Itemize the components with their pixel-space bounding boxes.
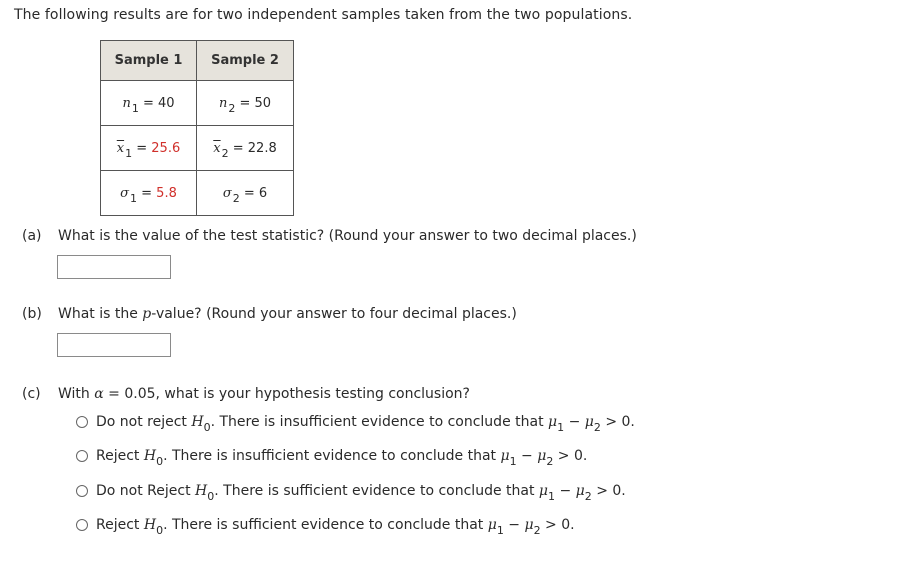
question-b: (b) What is the p-value? (Round your answer to four decimal places.)	[22, 306, 517, 322]
option-3[interactable]: Do not Reject H 0 . There is sufficient evidence to conclude that μ 1 − μ 2 > 0.	[76, 483, 626, 499]
header-sample-1: Sample 1	[101, 41, 197, 81]
cell-sigma2: $\sigma_2 = 6$	[197, 171, 294, 216]
question-a-label: (a)	[22, 228, 42, 244]
table-row	[101, 81, 294, 126]
radio-button[interactable]	[76, 519, 88, 531]
question-c-label: (c)	[22, 386, 41, 402]
header-sample-2: Sample 2	[197, 41, 294, 81]
radio-button[interactable]	[76, 450, 88, 462]
cell-xbar1: $\overline{x}_1 = 25.6$	[101, 126, 197, 171]
question-b-label: (b)	[22, 306, 42, 322]
table-row	[101, 126, 294, 171]
cell-n2: $n_2 = 50$	[197, 81, 294, 126]
samples-table	[100, 40, 294, 216]
option-2[interactable]: Reject H 0 . There is insufficient evidence to conclude that μ 1 − μ 2 > 0.	[76, 448, 587, 464]
question-a	[22, 228, 637, 244]
cell-xbar2: $\overline{x}_2 = 22.8$	[197, 126, 294, 171]
option-1[interactable]: Do not reject H 0 . There is insufficient evidence to conclude that μ 1 − μ 2 > 0.	[76, 414, 635, 430]
cell-sigma1: $\sigma_1 = 5.8$	[101, 171, 197, 216]
table-row	[101, 171, 294, 216]
cell-n1: $n_1 = 40$	[101, 81, 197, 126]
p-value-input[interactable]	[57, 333, 171, 357]
intro-text: The following results are for two independent samples taken from the two populations.	[14, 7, 633, 23]
radio-button[interactable]	[76, 485, 88, 497]
question-a-text: What is the value of the test statistic? (Round your answer to two decimal places.)	[58, 228, 637, 244]
question-c: (c) With α = 0.05, what is your hypothesis testing conclusion?	[22, 386, 470, 402]
radio-button[interactable]	[76, 416, 88, 428]
option-4[interactable]: Reject H 0 . There is sufficient evidence to conclude that μ 1 − μ 2 > 0.	[76, 517, 575, 533]
test-statistic-input[interactable]	[57, 255, 171, 279]
